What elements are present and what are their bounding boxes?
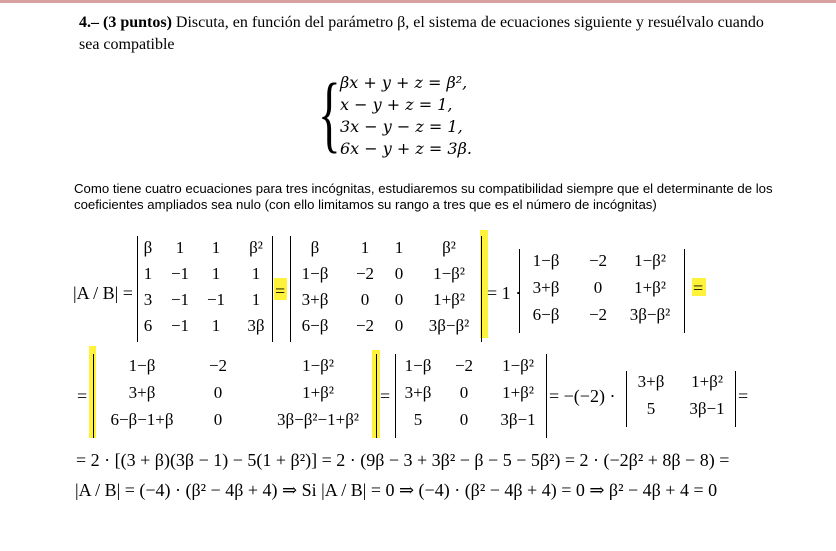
top-rule <box>0 0 836 3</box>
matrix-6 <box>626 371 736 427</box>
step2-eq1: = <box>380 386 391 406</box>
matrix-3 <box>519 249 685 333</box>
matrix-cell: 0 <box>593 278 603 297</box>
matrix-cell: 1 <box>211 238 221 257</box>
matrix-cell: 1 <box>360 238 370 257</box>
matrix-cell: 3β−1 <box>689 399 725 418</box>
equation-1: βx + y + z = β², <box>340 73 468 92</box>
matrix-cell: β <box>143 238 153 257</box>
matrix-cell: 0 <box>213 410 223 429</box>
equation-3: 3x − y − z = 1, <box>340 117 463 136</box>
matrix-cell: 3+β <box>637 372 665 391</box>
matrix-cell: 1 <box>251 290 261 309</box>
matrix-cell: 0 <box>394 316 404 335</box>
matrix-cell: −2 <box>355 316 375 335</box>
matrix-cell: 1 <box>394 238 404 257</box>
matrix-cell: 3β−β² <box>629 305 671 324</box>
matrix-cell: 1+β² <box>634 278 666 297</box>
matrix-cell: β <box>310 238 320 257</box>
matrix-cell: 0 <box>213 383 223 402</box>
step1-eq1: = <box>275 281 286 301</box>
matrix-cell: 1+β² <box>691 372 723 391</box>
matrix-cell: 1 <box>143 264 153 283</box>
matrix-cell: 6 <box>143 316 153 335</box>
matrix-cell: −2 <box>355 264 375 283</box>
matrix-cell: 1 <box>251 264 261 283</box>
step1-eq2: = 1 · <box>487 283 522 303</box>
matrix-cell: 1+β² <box>433 290 465 309</box>
matrix-cell: 3 <box>143 290 153 309</box>
step2-eq3: = <box>738 386 749 406</box>
matrix-cell: 3+β <box>128 383 156 402</box>
matrix-cell: 1−β² <box>634 251 666 270</box>
matrix-cell: −1 <box>170 290 190 309</box>
matrix-cell: 1 <box>211 316 221 335</box>
derivation-line-4: |A / B| = (−4) · (β² − 4β + 4) ⇒ Si |A / B| = 0 ⇒ (−4) · (β² − 4β + 4) = 0 ⇒ β² − 4β + 4 = 0 <box>75 480 718 500</box>
matrix-cell: −1 <box>206 290 226 309</box>
matrix-cell: β² <box>442 238 456 257</box>
matrix-cell: 3β−1 <box>500 410 536 429</box>
matrix-cell: 0 <box>394 264 404 283</box>
matrix-cell: 3+β <box>532 278 560 297</box>
step1-eq3: = <box>693 278 704 298</box>
matrix-cell: 1 <box>211 264 221 283</box>
matrix-cell: −2 <box>588 305 608 324</box>
matrix-cell: 1−β <box>404 356 432 375</box>
matrix-cell: 6−β−1+β <box>110 410 174 429</box>
matrix-cell: 3β <box>247 316 265 335</box>
matrix-cell: −1 <box>170 264 190 283</box>
matrix-cell: −2 <box>588 251 608 270</box>
step2-eq2: = −(−2) · <box>549 386 616 406</box>
matrix-cell: 1−β² <box>433 264 465 283</box>
matrix-cell: 1 <box>175 238 185 257</box>
matrix-cell: 6−β <box>532 305 560 324</box>
equation-4: 6x − y + z = 3β. <box>340 139 472 158</box>
matrix-cell: 0 <box>459 410 469 429</box>
step1-lhs: |A / B| = <box>73 283 133 303</box>
matrix-cell: 1−β <box>532 251 560 270</box>
matrix-cell: 3+β <box>404 383 432 402</box>
matrix-cell: 3+β <box>301 290 329 309</box>
matrix-cell: −1 <box>170 316 190 335</box>
derivation-line-3: = 2 · [(3 + β)(3β − 1) − 5(1 + β²)] = 2 · (9β − 3 + 3β² − β − 5 − 5β²) = 2 · (−2β² + 8β − 8) = <box>76 450 730 470</box>
problem-points: (3 puntos) <box>103 14 172 31</box>
problem-number: 4.– <box>79 14 99 31</box>
matrix-cell: −2 <box>454 356 474 375</box>
matrix-2 <box>290 236 482 342</box>
matrix-cell: 1+β² <box>502 383 534 402</box>
step2-eq0: = <box>77 386 88 406</box>
matrix-4 <box>93 354 377 438</box>
equations <box>340 72 472 160</box>
matrix-cell: 1−β² <box>502 356 534 375</box>
equation-2: x − y + z = 1, <box>340 95 453 114</box>
matrix-cell: −2 <box>208 356 228 375</box>
matrix-cell: 1+β² <box>302 383 334 402</box>
problem-statement <box>79 12 779 56</box>
left-brace: { <box>318 65 341 161</box>
problem-text: Discuta, en función del parámetro β, el sistema de ecuaciones siguiente y resuélvalo cuando sea compatible <box>79 14 764 53</box>
intro-paragraph: Como tiene cuatro ecuaciones para tres incógnitas, estudiaremos su compatibilidad siempre que el determinante de los coeficientes ampliados sea nulo (con ello limitamos su rango a tres que es el número de incógnitas) <box>74 181 773 212</box>
matrix-cell: 0 <box>394 290 404 309</box>
matrix-cell: 5 <box>413 410 423 429</box>
matrix-1 <box>137 236 273 342</box>
matrix-cell: 1−β² <box>302 356 334 375</box>
matrix-cell: 1−β <box>128 356 156 375</box>
matrix-5 <box>395 354 547 438</box>
matrix-cell: 0 <box>360 290 370 309</box>
matrix-cell: 3β−β² <box>428 316 470 335</box>
matrix-cell: β² <box>249 238 263 257</box>
matrix-cell: 5 <box>646 399 656 418</box>
matrix-cell: 3β−β²−1+β² <box>277 410 359 429</box>
matrix-cell: 0 <box>459 383 469 402</box>
matrix-cell: 1−β <box>301 264 329 283</box>
matrix-cell: 6−β <box>301 316 329 335</box>
